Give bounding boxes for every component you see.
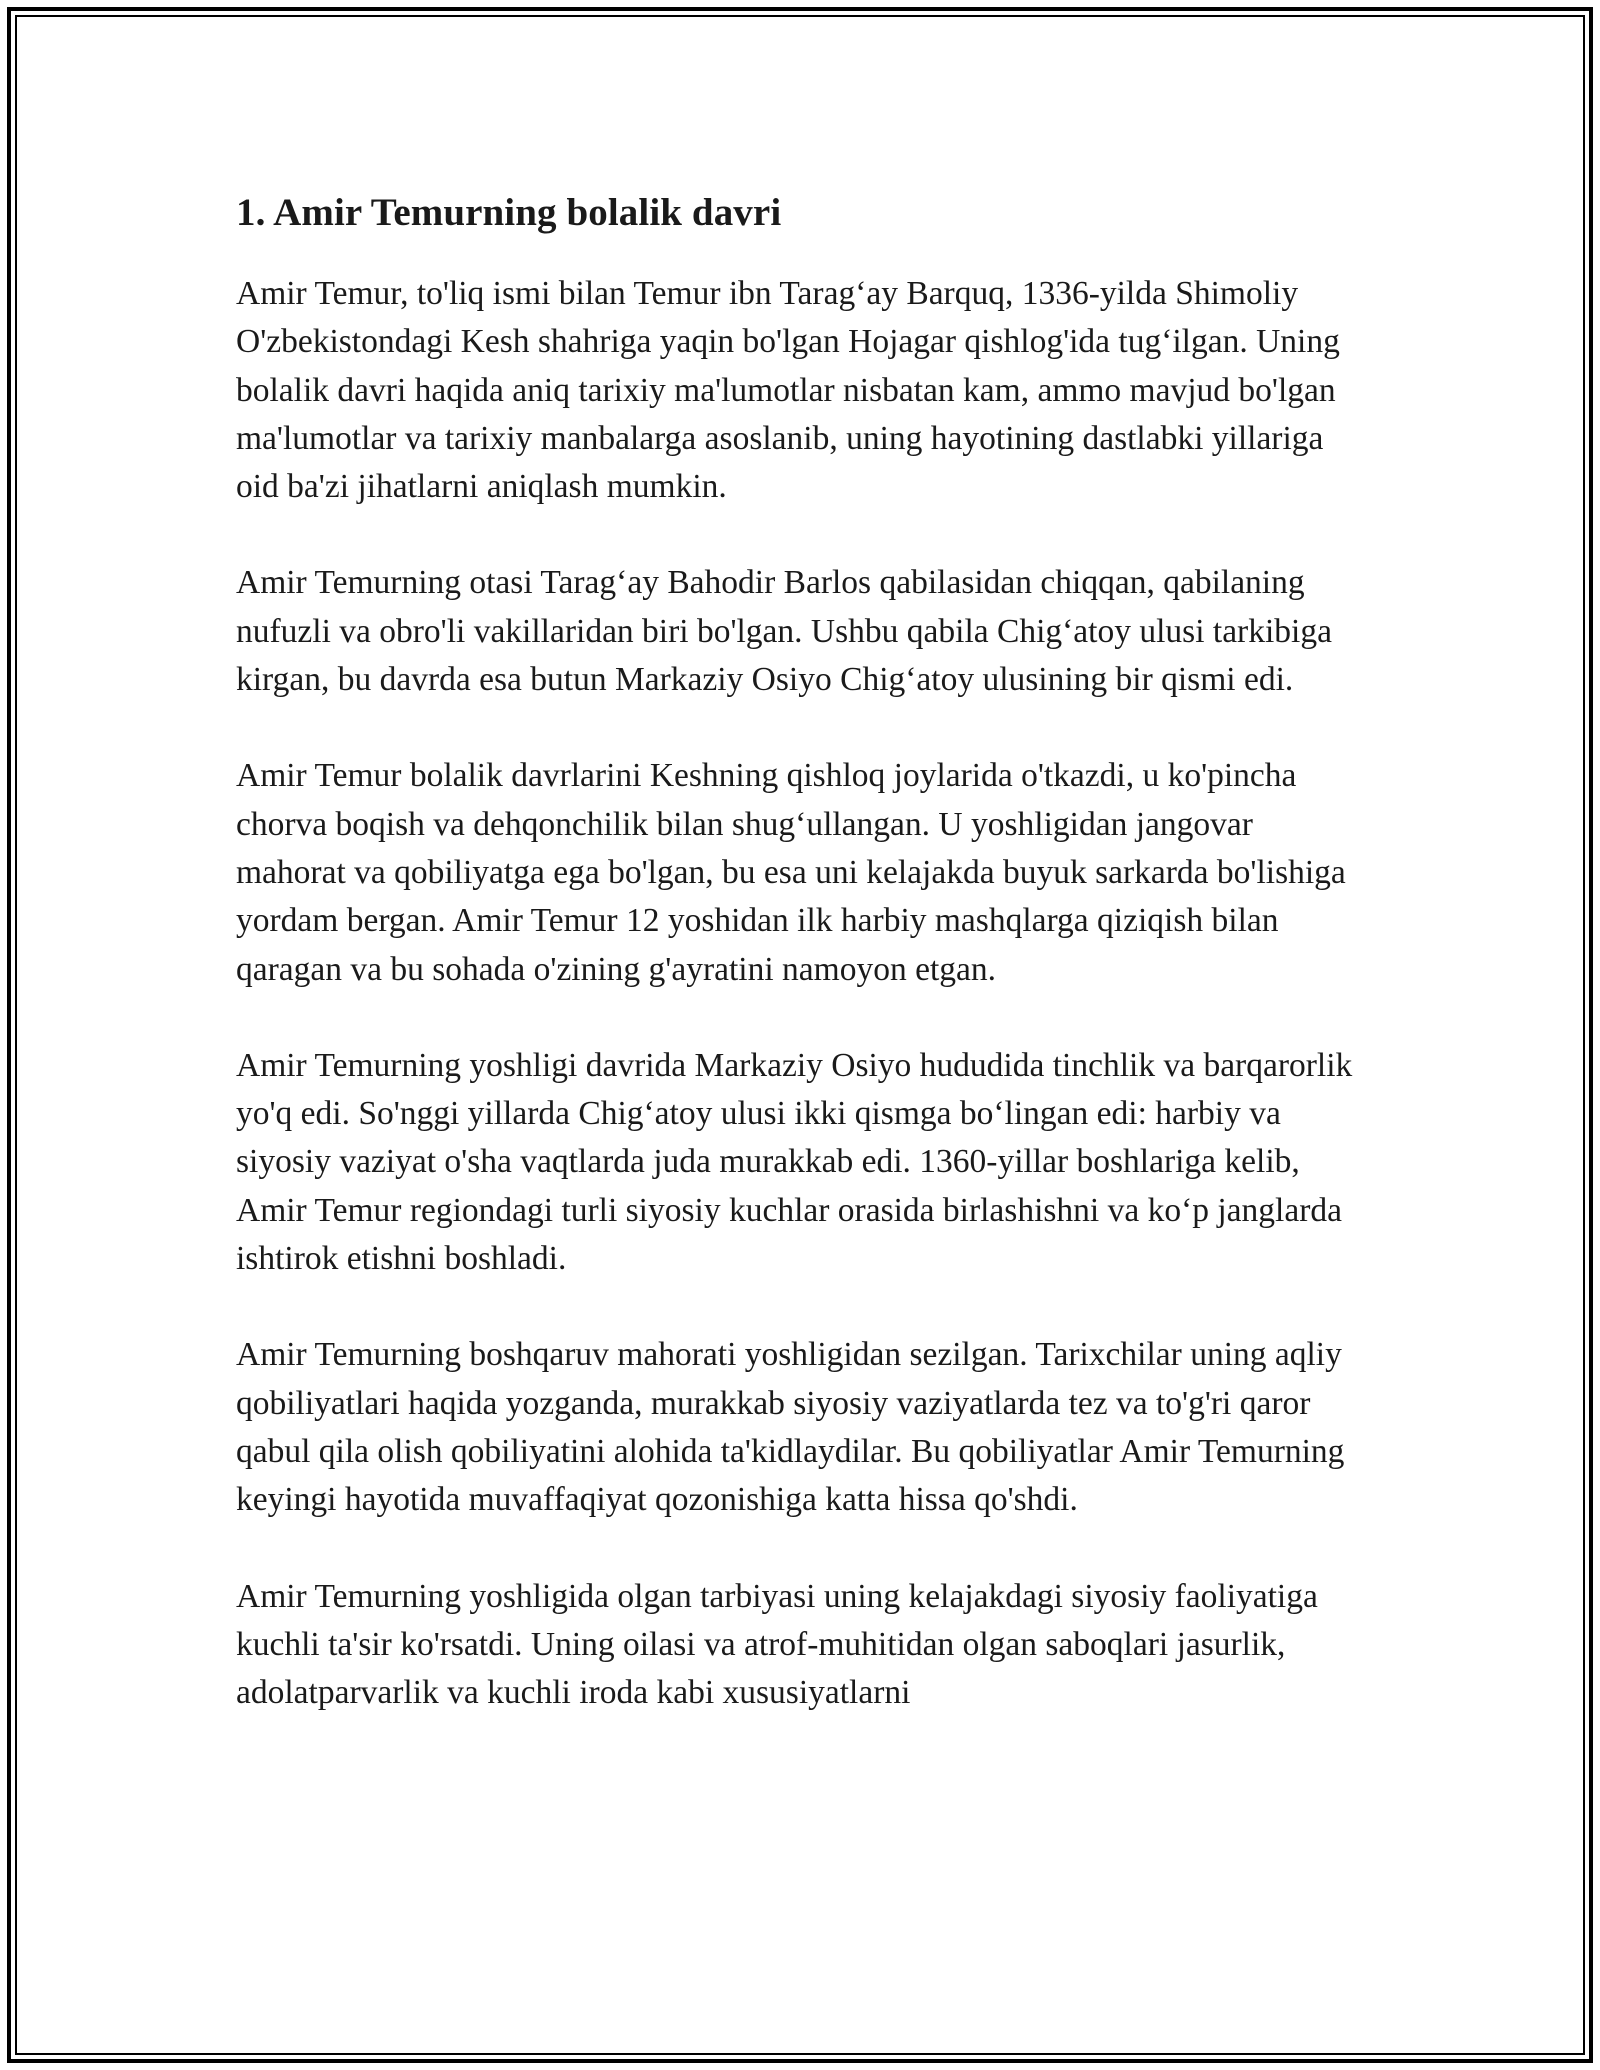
paragraph-father: Amir Temurning otasi Tarag‘ay Bahodir Barlos qabilasidan chiqqan, qabilaning nufuzli va obro'li vakillaridan biri bo'lgan. Ushbu qabila Chig‘atoy ulusi tarkibiga kirgan, bu davrda esa butun Markaziy Osiyo Chig‘atoy ulusining bir qismi edi. xyxy=(236,564,1332,699)
paragraph-leadership: Amir Temurning boshqaruv mahorati yoshligidan sezilgan. Tarixchilar uning aqliy qobiliyatlari haqida yozganda, murakkab siyosiy vaziyatlarda tez va to'g'ri qaror qabul qila olish qobiliyatini alohida ta'kidlaydilar. Bu qobiliyatlar Amir Temurning keyingi hayotida muvaffaqiyat qozonishiga katta hissa qo'shdi. xyxy=(236,1336,1345,1519)
document-body xyxy=(236,186,1366,1717)
paragraph-youth-politics: Amir Temurning yoshligi davrida Markaziy Osiyo hududida tinchlik va barqarorlik yo'q edi. So'nggi yillarda Chig‘atoy ulusi ikki qismga bo‘lingan edi: harbiy va siyosiy vaziyat o'sha vaqtlarda juda murakkab edi. 1360-yillar boshlariga kelib, Amir Temur regiondagi turli siyosiy kuchlar orasida birlashishni va ko‘p janglarda ishtirok etishni boshladi. xyxy=(236,1046,1353,1278)
paragraph-birth: Amir Temur, to'liq ismi bilan Temur ibn Tarag‘ay Barquq, 1336-yilda Shimoliy O'zbekistondagi Kesh shahriga yaqin bo'lgan Hojagar qishlog'ida tug‘ilgan. Uning bolalik davri haqida aniq tarixiy ma'lumotlar nisbatan kam, ammo mavjud bo'lgan ma'lumotlar va tarixiy manbalarga asoslanib, uning hayotining dastlabki yillariga oid ba'zi jihatlarni aniqlash mumkin. xyxy=(236,275,1340,506)
section-heading: 1. Amir Temurning bolalik davri xyxy=(236,191,782,234)
paragraph-upbringing: Amir Temurning yoshligida olgan tarbiyasi uning kelajakdagi siyosiy faoliyatiga kuchli ta'sir ko'rsatdi. Uning oilasi va atrof-muhitidan olgan saboqlari jasurlik, adolatparvarlik va kuchli iroda kabi xususiyatlarni xyxy=(236,1577,1318,1712)
paragraph-childhood: Amir Temur bolalik davrlarini Keshning qishloq joylarida o'tkazdi, u ko'pincha chorva boqish va dehqonchilik bilan shug‘ullangan. U yoshligidan jangovar mahorat va qobiliyatga ega bo'lgan, bu esa uni kelajakda buyuk sarkarda bo'lishiga yordam bergan. Amir Temur 12 yoshidan ilk harbiy mashqlarga qiziqish bilan qaragan va bu sohada o'zining g'ayratini namoyon etgan. xyxy=(236,757,1346,988)
